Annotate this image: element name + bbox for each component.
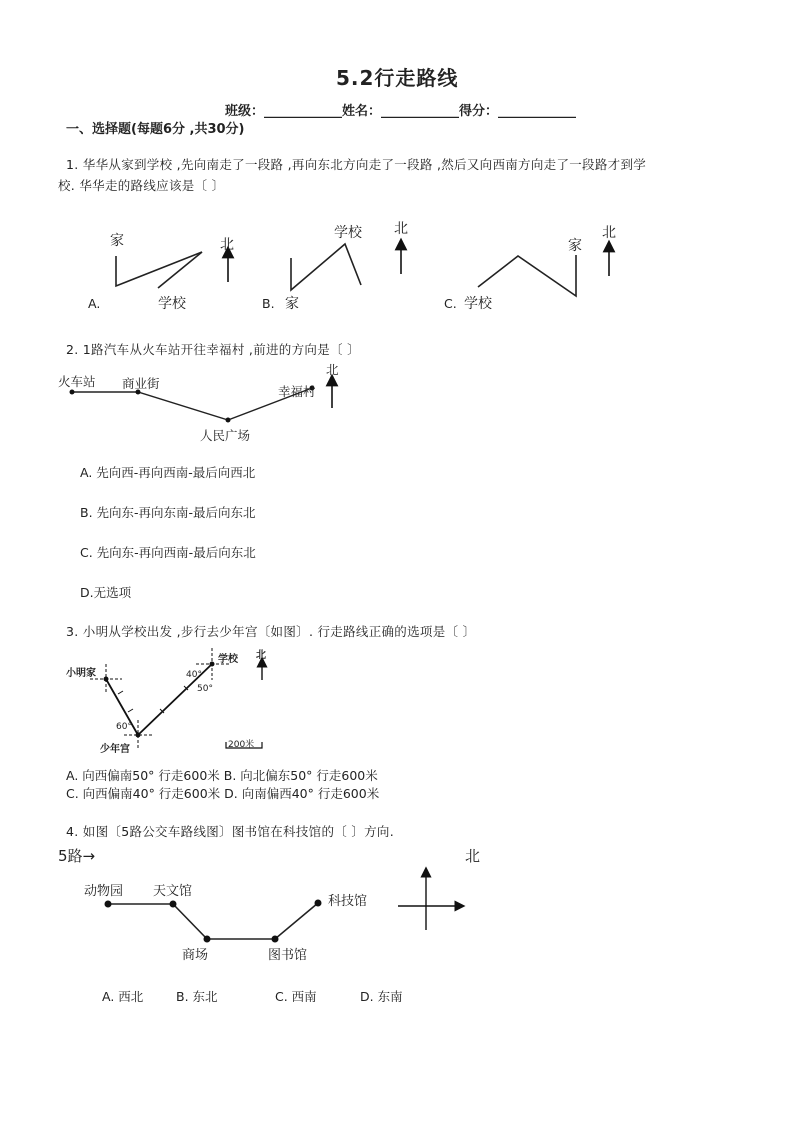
q4-science-label: 科技馆 [328, 894, 368, 909]
q2-square-label: 人民广场 [200, 428, 251, 443]
q1-text-line2: 校. 华华走的路线应该是〔 〕 [58, 178, 225, 193]
q4-zoo-label: 动物园 [84, 884, 124, 899]
q4-north-label: 北 [465, 847, 481, 865]
q1-c-home-label: 家 [568, 238, 582, 254]
q4-library-label: 图书馆 [268, 948, 308, 963]
q2-option-a: A. 先向西-再向西南-最后向西北 [80, 465, 256, 480]
q1-option-c-label: C. [444, 296, 457, 311]
score-label: 得分： [459, 104, 499, 119]
class-label: 班级： [225, 104, 265, 119]
q1-b-north-label: 北 [394, 221, 408, 237]
q3-angle60-label: 60° [116, 722, 132, 732]
q1-text-line1: 1. 华华从家到学校 ,先向南走了一段路 ,再向东北方向走了一段路 ,然后又向西南方向走了一段路才到学 [66, 157, 647, 172]
q2-village-label: 幸福村 [278, 384, 316, 399]
q4-mall-label: 商场 [182, 948, 209, 963]
q3-options-cd: C. 向西偏南40° 行走600米 D. 向南偏西40° 行走600米 [66, 786, 380, 801]
q3-text: 3. 小明从学校出发 ,步行去少年宫〔如图〕. 行走路线正确的选项是〔 〕 [66, 624, 476, 639]
q1-b-home-label: 家 [285, 296, 299, 312]
q4-option-b: B. 东北 [176, 989, 218, 1004]
q1-a-school-label: 学校 [158, 296, 186, 312]
q3-options-ab: A. 向西偏南50° 行走600米 B. 向北偏东50° 行走600米 [66, 768, 378, 783]
q1-a-north-label: 北 [220, 237, 234, 253]
q2-north-label: 北 [326, 362, 339, 377]
q1-b-school-label: 学校 [334, 225, 362, 241]
q3-school-label: 学校 [218, 654, 238, 665]
q1-option-a-label: A. [88, 296, 101, 311]
name-label: 姓名： [342, 104, 382, 119]
q2-option-d: D.无选项 [80, 585, 132, 600]
q3-angle50-label: 50° [197, 684, 213, 694]
q3-palace-label: 少年宫 [100, 744, 130, 755]
q4-text: 4. 如图〔5路公交车路线图〕图书馆在科技馆的〔 〕方向. [66, 824, 394, 839]
section-heading: 一、选择题(每题6分 ,共30分) [66, 122, 245, 137]
q1-c-school-label: 学校 [464, 296, 492, 312]
q2-option-b: B. 先向东-再向东南-最后向东北 [80, 505, 256, 520]
q3-home-label: 小明家 [66, 668, 96, 679]
score-blank: ____________ [498, 104, 577, 119]
q4-route-label: 5路→ [58, 847, 96, 865]
q2-option-c: C. 先向东-再向西南-最后向东北 [80, 545, 256, 560]
q4-observatory-label: 天文馆 [153, 884, 193, 899]
q4-option-a: A. 西北 [102, 989, 144, 1004]
q2-text: 2. 1路汽车从火车站开往幸福村 ,前进的方向是〔 〕 [66, 342, 360, 357]
class-blank: ____________ [264, 104, 343, 119]
q3-angle40-label: 40° [186, 670, 202, 680]
q2-station-label: 火车站 [58, 374, 96, 389]
q3-north-label: 北 [256, 650, 266, 661]
q1-a-home-label: 家 [110, 233, 124, 249]
q3-scale-label: 200米 [228, 740, 255, 750]
page-title: 5.2行走路线 [336, 66, 459, 90]
name-blank: ____________ [381, 104, 460, 119]
q1-c-north-label: 北 [602, 225, 616, 241]
q2-street-label: 商业街 [122, 376, 160, 391]
q1-option-b-label: B. [262, 296, 275, 311]
q4-option-d: D. 东南 [360, 989, 403, 1004]
q4-option-c: C. 西南 [275, 989, 317, 1004]
